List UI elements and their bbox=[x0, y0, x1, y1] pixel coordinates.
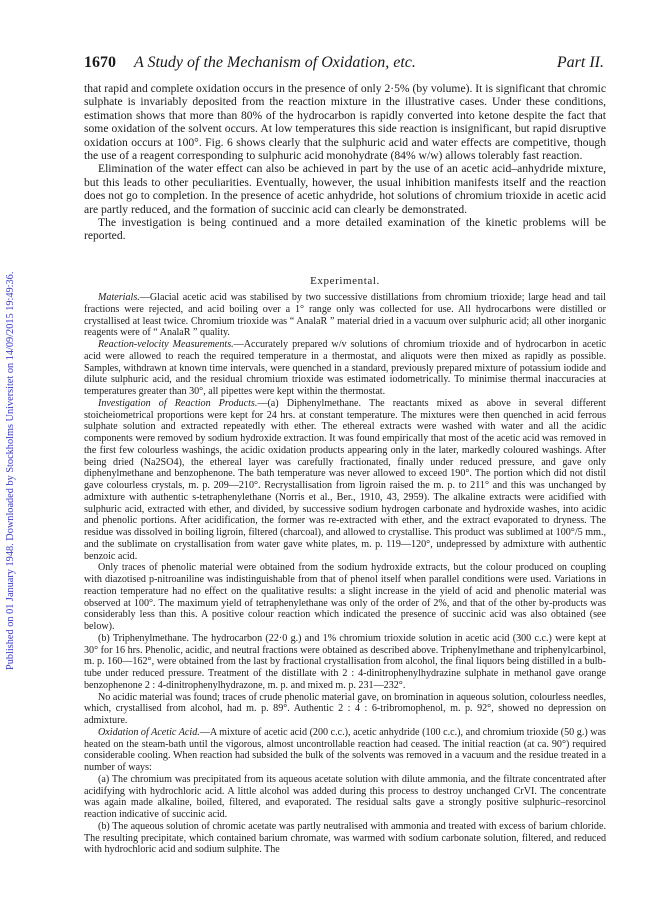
page-number: 1670 bbox=[84, 54, 116, 71]
paragraph-text: —A mixture of acetic acid (200 c.c.), acetic anhydride (100 c.c.), and chromium trioxide (50 g.) was heated on the steam-bath until the vigorous, almost uncontrollable reaction had ceased. The initial reaction (at ca. 90°) required considerable cooling. When reaction had subsided the bulk of the solvents was removed in a vacuum and the residue treated in a number of ways: bbox=[84, 726, 606, 773]
paragraph-text: The hydrocarbon (22·0 g.) and 1% chromium trioxide solution in acetic acid (300 c.c.) were kept at 30° for 16 hrs. Phenolic, acidic, and neutral fractions were obtained as described above. Triphenylmethane and triphenylcarbinol, m. p. 160—162°, were obtained from the last by fractional crystallisation from alcohol, the final liquors being distilled in a bulb-tube under reduced pressure. Treatment of the distillate with 2 : 4-dinitrophenylhydrazine sulphate in methanol gave orange benzophenone 2 : 4-dinitrophenylhydrazone, m. p. and mixed m. p. 231—232°. bbox=[84, 632, 606, 691]
run-in-heading: Investigation of Reaction Products. bbox=[98, 397, 258, 409]
paragraph bbox=[84, 292, 606, 339]
download-watermark-text: Published on 01 January 1948. Downloaded by Stockholms Universitet on 14/09/2015 19:49:36. bbox=[5, 271, 16, 670]
download-watermark bbox=[2, 130, 20, 670]
run-in-heading: Reaction-velocity Measurements. bbox=[98, 339, 234, 350]
paragraph-text: —Glacial acetic acid was stabilised by two successive distillations from chromium trioxide; large head and tail fractions were rejected, and acid boiling over a 1° range only was collected for use. All hydrocarbons were distilled or crystallised at least twice. Chromium trioxide was “ AnalaR ” material dried in a vacuum over sulphuric acid; all other inorganic reagents were of “ AnalaR ” quality. bbox=[84, 292, 606, 339]
intro-section bbox=[84, 82, 606, 243]
paragraph bbox=[84, 633, 606, 692]
paragraph: Elimination of the water effect can also be achieved in part by the use of an acetic acid–anhydride mixture, but this leads to other peculiarities. Eventually, however, the usual inhibition manifests itself and the reaction does not go to completion. In the presence of acetic anhydride, hot solutions of chromium trioxide in acetic acid are partly reduced, and the formation of succinic acid can clearly be demonstrated. bbox=[84, 162, 606, 216]
running-header bbox=[84, 52, 604, 74]
paragraph bbox=[84, 398, 606, 563]
list-item: (a) The chromium was precipitated from its aqueous acetate solution with dilute ammonia, and the filtrate concentrated after acidifying with hydrochloric acid. A little alcohol was added during this process to destroy unchanged CrVI. The concentrate was again made alkaline, boiled, filtered, and evaporated. The residual salts gave a strongly positive sulphuric–resorcinol reaction indicative of succinic acid. bbox=[84, 773, 606, 820]
paragraph-text: —Accurately prepared w/v solutions of chromium trioxide and of hydrocarbon in acetic acid were allowed to reach the required temperature in a thermostat, and aliquots were then mixed as rapidly as possible. Samples, withdrawn at known time intervals, were quenched in a standard, previously prepared mixture of potassium iodide and dilute sulphuric acid, and the residual chromium trioxide was estimated iodometrically. To minimise thermal inaccuracies at temperatures greater than 30°, all pipettes were kept within the thermostat. bbox=[84, 339, 606, 397]
run-in-heading: (b) Triphenylmethane. bbox=[98, 632, 190, 644]
paragraph bbox=[84, 727, 606, 774]
paragraph bbox=[84, 339, 606, 398]
section-heading: Experimental. bbox=[310, 275, 380, 287]
paragraph: that rapid and complete oxidation occurs in the presence of only 2·5% (by volume). It is significant that chromic sulphate is invariably deposited from the reaction mixture in the illustrative cases. Under these conditions, estimation shows that more than 80% of the hydrocarbon is rapidly converted into ketone despite the fact that some oxidation of the solvent occurs. At low temperatures this side reaction is insignificant, but rapid disruptive oxidation occurs at 100°. Fig. 6 shows clearly that the sulphuric acid and water effects are competitive, though the use of a reagent corresponding to sulphuric acid monohydrate (84% w/w) allows tolerably fast reaction. bbox=[84, 82, 606, 163]
run-in-heading: Materials. bbox=[98, 292, 140, 303]
paragraph: No acidic material was found; traces of crude phenolic material gave, on bromination in aqueous solution, colourless needles, which, crystallised from alcohol, had m. p. 89°. Authentic 2 : 4 : 6-tribromophenol, m. p. 92°, showed no depression on admixture. bbox=[84, 691, 606, 726]
running-part: Part II. bbox=[556, 54, 604, 71]
experimental-section bbox=[84, 292, 606, 856]
paragraph: The investigation is being continued and a more detailed examination of the kinetic problems will be reported. bbox=[84, 216, 606, 243]
paragraph: Only traces of phenolic material were obtained from the sodium hydroxide extracts, but the colour produced on coupling with diazotised p-nitroaniline was indistinguishable from that of phenol itself when parallel conditions were used. Variations in reaction temperature had no effect on the qualitative results: a slight increase in the yield of acid and phenolic material was observed at 100°. The maximum yield of tetraphenylethane was only of the order of 2%, and that of the other by-products was considerably less than this. A positive colour reaction which indicated the presence of succinic acid was also obtained (see below). bbox=[84, 562, 606, 632]
run-in-heading: Oxidation of Acetic Acid. bbox=[98, 726, 200, 738]
list-item: (b) The aqueous solution of chromic acetate was partly neutralised with ammonia and treated with excess of barium chloride. The resulting precipitate, which contained barium chromate, was warmed with sodium carbonate solution, filtered, and reduced with hydrochloric acid and sodium sulphite. The bbox=[84, 820, 606, 856]
running-title: A Study of the Mechanism of Oxidation, etc. bbox=[134, 54, 416, 71]
paragraph-text: —(a) Diphenylmethane. The reactants mixed as above in several different stoicheiometrical proportions were kept for 24 hrs. at constant temperature. The mixtures were then quenched in acid ferrous sulphate solution and extracted repeatedly with ether. The ethereal extracts were washed with water and all the acidic components were removed by sodium hydroxide extraction. It was found empirically that most of the acetic acid was removed in the first few colourless washings, the acidic oxidation products appearing only in the later, markedly coloured washings. After being dried (Na2SO4), the ethereal layer was carefully fractionated, finally under reduced pressure, and gave only diphenylmethane and benzophenone. The bath temperature was never allowed to exceed 190°. The portion which did not distil gave colourless crystals, m. p. 209—210°. Recrystallisation from ligroin raised the m. p. to 211° and this was unchanged by admixture with authentic s-tetraphenylethane (Norris et al., Ber., 1910, 43, 2959). The alkaline extracts were acidified with sulphuric acid, extracted with ether, and divided, by successive sodium hydrogen carbonate and hydroxide washes, into acidic and phenolic portions. After acidification, the former was re-extracted with ether, and the extract evaporated to dryness. The residue was dissolved in boiling ligroin, filtered (charcoal), and allowed to crystallise. This product was sublimed at 100°/5 mm., and the sublimate on crystallisation from water gave white plates, m. p. 119—120°, undepressed by admixture with authentic benzoic acid. bbox=[84, 397, 606, 562]
